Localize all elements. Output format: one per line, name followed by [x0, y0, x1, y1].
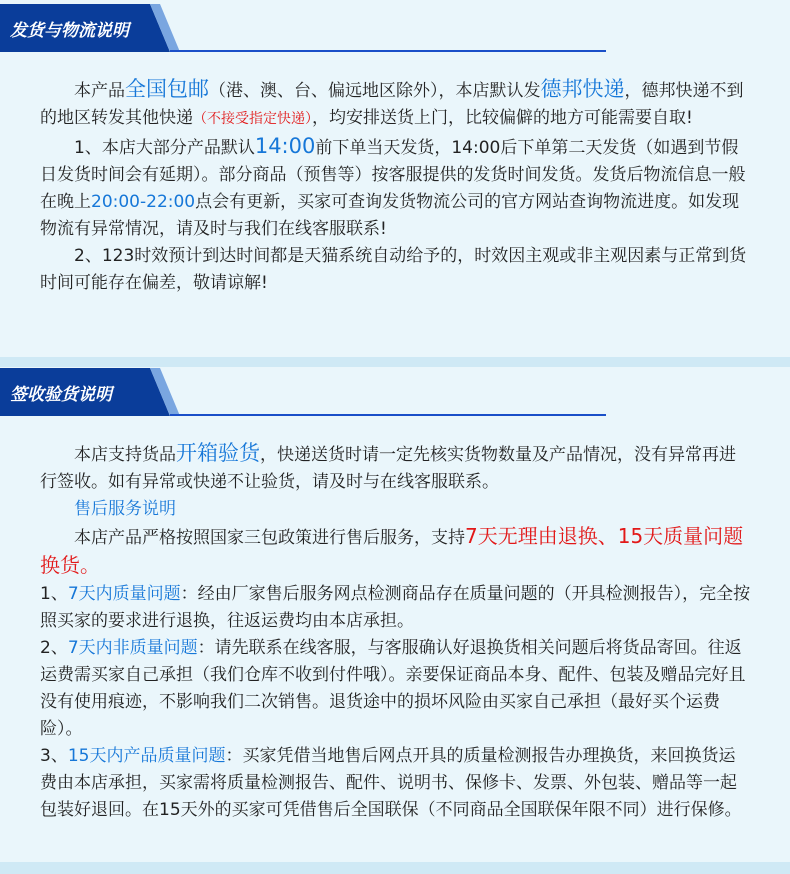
- item-number: 2、: [40, 638, 68, 658]
- policy-item-3: [40, 743, 752, 824]
- policy-item-2: [40, 635, 752, 743]
- inspection-paragraph-1: [40, 440, 752, 496]
- text: 点会有更新，买家可查询发货物流公司的官方网站查询物流进度。如发现物流有异常情况，请及时与我们在线客服联系!: [40, 192, 740, 239]
- text: ，均安排送货上门，比较偏僻的地方可能需要自取!: [312, 108, 693, 128]
- unbox-inspection-highlight: 开箱验货: [176, 441, 260, 465]
- text: 1、本店大部分产品默认: [74, 138, 255, 158]
- return-policy-highlight: 7天无理由退换、15天质量问题换货。: [40, 524, 744, 577]
- item-text: ：买家凭借当地售后网点开具的质量检测报告办理换货，来回换货运费由本店承担，买家需将质量检测报告、配件、说明书、保修卡、发票、外包装、赠品等一起包装好退回。在15天外的买家可凭借售后全国联保（不同商品全国联保年限不同）进行保修。: [40, 746, 742, 820]
- free-shipping-highlight: 全国包邮: [125, 77, 209, 101]
- item-number: 1、: [40, 584, 68, 604]
- item-text: ：请先联系在线客服，与客服确认好退换货相关问题后将货品寄回。往返运费需买家自己承担（我们仓库不收到付件哦）。亲要保证商品本身、配件、包装及赠品完好且没有使用痕迹，不影响我们二次销售。退货途中的损坏风险由买家自己承担（最好买个运费险）。: [40, 638, 746, 739]
- text: 前下单当天发货，14:00后下单第二天发货（如遇到节假日发货时间会有延期）。部分商品（预售等）按客服提供的发货时间发货。发货后物流信息一般在晚上: [40, 138, 746, 212]
- item-label: 7天内非质量问题: [67, 638, 198, 658]
- shipping-title: 发货与物流说明: [10, 21, 129, 41]
- shipping-paragraph-1: [40, 76, 752, 133]
- text: ，德邦快递不到的地区转发其他快递: [40, 81, 744, 128]
- section-divider: [0, 862, 790, 874]
- inspection-paragraph-2: [40, 523, 752, 581]
- text: 本店产品严格按照国家三包政策进行售后服务，支持: [74, 528, 465, 548]
- update-time-highlight: 20:00-22:00: [91, 192, 196, 212]
- no-designated-courier-note: （不接受指定快递）: [193, 111, 312, 127]
- shipping-header: [0, 4, 790, 54]
- section-divider: [0, 357, 790, 367]
- inspection-body: [40, 440, 752, 824]
- item-text: ：经由厂家售后服务网点检测商品存在质量问题的（开具检测报告），完全按照买家的要求进行退换，往返运费均由本店承担。: [40, 584, 751, 631]
- item-label: 7天内质量问题: [67, 584, 181, 604]
- text: 本店支持货品: [74, 445, 176, 465]
- inspection-title: 签收验货说明: [10, 385, 112, 405]
- header-rule: [170, 50, 606, 52]
- shipping-paragraph-2: [40, 133, 752, 243]
- text: （港、澳、台、偏远地区除外），本店默认发: [209, 81, 541, 101]
- cutoff-time-highlight: 14:00: [254, 134, 316, 158]
- item-label: 15天内产品质量问题: [67, 746, 226, 766]
- shipping-section: [0, 0, 790, 355]
- shipping-body: [40, 76, 752, 297]
- text: 本产品: [74, 81, 125, 101]
- text: ，快递送货时请一定先核实货物数量及产品情况，没有异常再进行签收。如有异常或快递不让验货，请及时与在线客服联系。: [40, 445, 736, 492]
- inspection-section: [0, 368, 790, 858]
- inspection-header: [0, 368, 790, 418]
- header-rule: [170, 414, 606, 416]
- courier-highlight: 德邦快递: [540, 77, 625, 101]
- shipping-paragraph-3: 2、123时效预计到达时间都是天猫系统自动给予的，时效因主观或非主观因素与正常到货时间可能存在偏差，敬请谅解!: [40, 246, 747, 293]
- policy-item-1: [40, 581, 752, 635]
- after-sales-title: 售后服务说明: [74, 499, 176, 519]
- item-number: 3、: [40, 746, 68, 766]
